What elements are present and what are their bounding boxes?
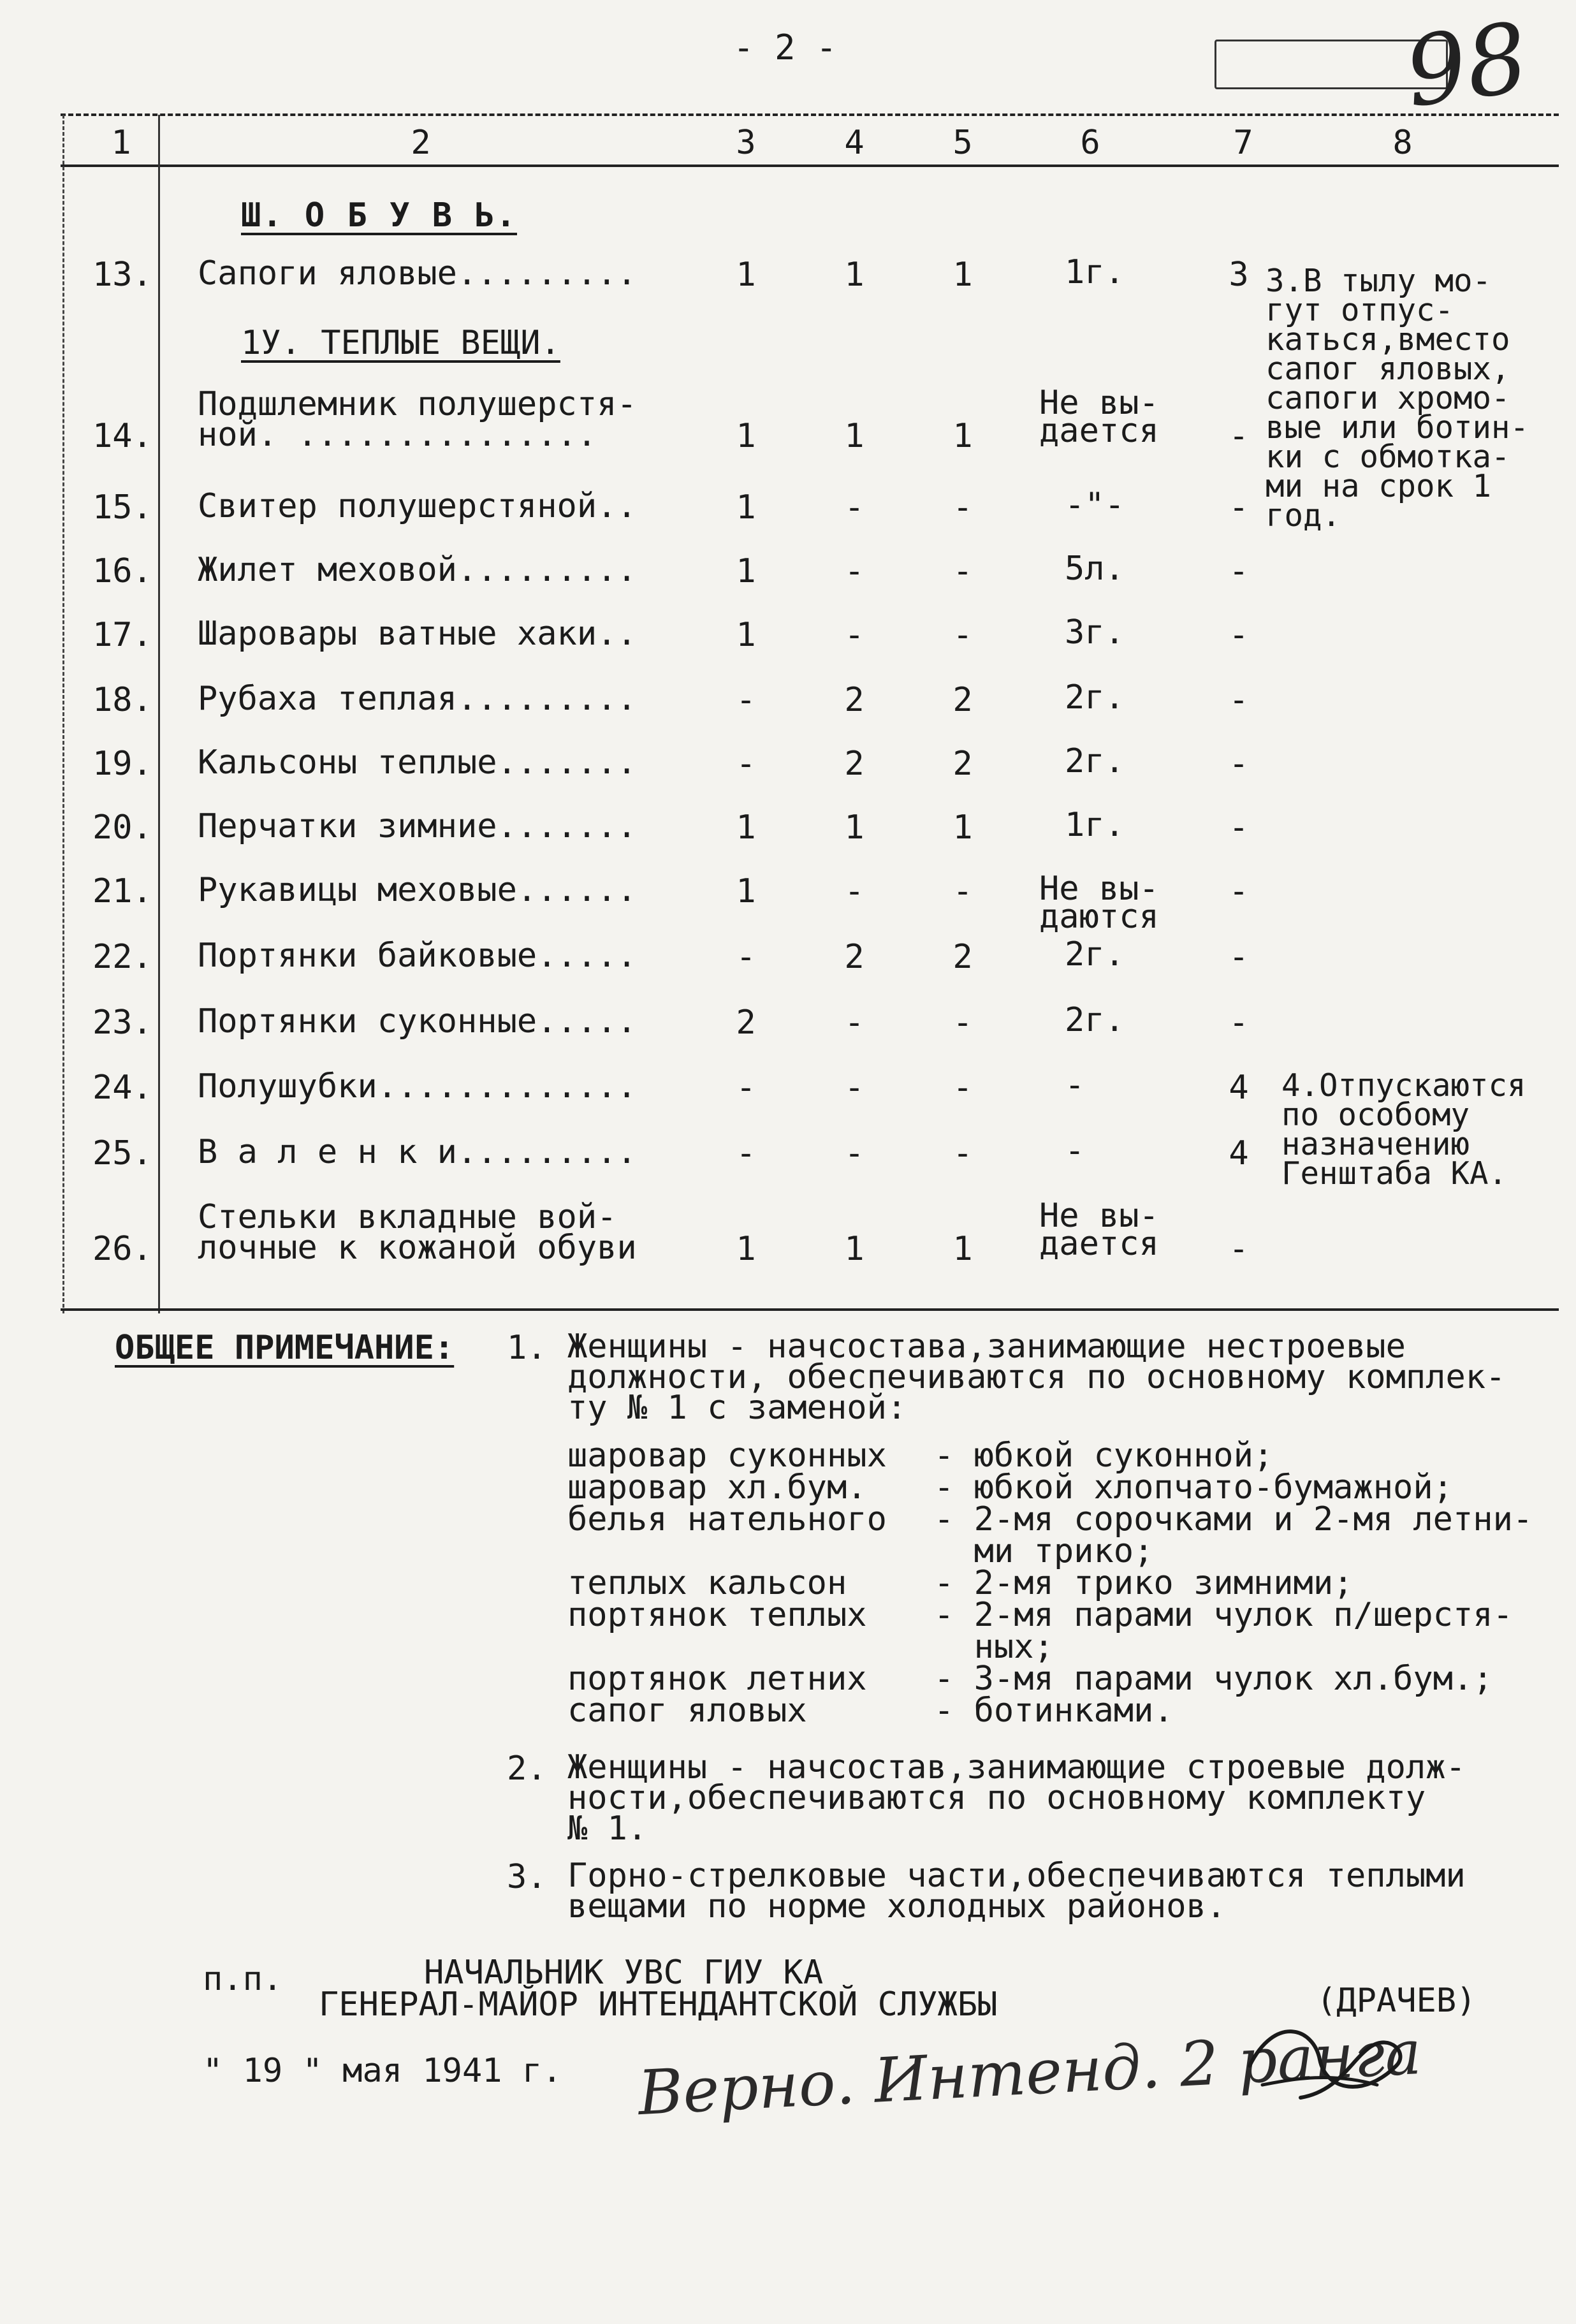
item-name: Жилет меховой......... [198,551,637,589]
item-name: Сапоги яловые......... [198,254,637,293]
quantity-c5: - [952,872,973,910]
quantity-c4: 1 [844,1230,865,1268]
wear-period: Не вы- дается [1039,1197,1159,1263]
wear-period: 2г. [1065,678,1125,717]
note-reference: 4 [1229,1134,1249,1173]
general-note-label: ОБЩЕЕ ПРИМЕЧАНИЕ: [115,1329,455,1367]
quantity-c3: 1 [736,256,756,294]
quantity-c5: - [952,616,973,654]
signature-pp: п.п. [203,1960,283,1998]
document-date: " 19 " мая 1941 г. [203,2052,562,2090]
item-name: Стельки вкладные вой- лочные к кожаной обуви [198,1198,637,1267]
note-reference: - [1229,417,1249,455]
quantity-c3: 1 [736,872,756,910]
quantity-c3: 1 [736,417,756,455]
quantity-c4: 2 [844,681,865,719]
column-rule [158,115,160,1313]
table-bottom-rule [61,1308,1559,1311]
row-number: 21. [92,872,152,910]
wear-period: Не вы- даются [1039,870,1159,936]
note-reference: - [1229,872,1249,910]
quantity-c5: - [952,1004,973,1042]
wear-period: 2г. [1065,742,1125,780]
folio-number: 98 [1398,2,1535,129]
row-number: 22. [92,938,152,976]
col-header-7: 7 [1233,124,1253,162]
item-name: Кальсоны теплые....... [198,743,637,782]
row-number: 20. [92,808,152,847]
row-number: 14. [92,417,152,455]
quantity-c3: 1 [736,808,756,847]
signatory-title-line2: ГЕНЕРАЛ-МАЙОР ИНТЕНДАНТСКОЙ СЛУЖБЫ [319,1985,998,2024]
general-note-item1-text: Женщины - начсостава,занимающие нестроевые должности, обеспечиваются по основному комплек- ту № 1 с заменой: [567,1327,1506,1427]
quantity-c4: 1 [844,808,865,847]
row-number: 15. [92,488,152,527]
note-reference: - [1229,745,1249,783]
quantity-c3: - [736,681,756,719]
quantity-c4: - [844,616,865,654]
wear-period: -"- [1065,486,1125,524]
general-note-item1-number: 1. [507,1329,547,1367]
section-heading-footwear: Ш. О Б У В Ь. [241,196,517,235]
wear-period: 1г. [1065,253,1125,291]
quantity-c5: 1 [952,417,973,455]
item-name: Шаровары ватные хаки.. [198,615,637,653]
wear-period: 2г. [1065,935,1125,974]
quantity-c4: 2 [844,938,865,976]
row-number: 19. [92,745,152,783]
quantity-c3: 1 [736,488,756,527]
section-heading-warm-items: 1У. ТЕПЛЫЕ ВЕЩИ. [241,324,560,362]
quantity-c5: 2 [952,938,973,976]
quantity-c4: 1 [844,256,865,294]
quantity-c3: - [736,745,756,783]
wear-period: 2г. [1065,1001,1125,1039]
quantity-c5: - [952,1134,973,1173]
general-note-item2-text: Женщины - начсостав,занимающие строевые долж- ности,обеспечиваются по основному комплекту № 1. [567,1748,1466,1848]
note-reference: - [1229,1004,1249,1042]
quantity-c3: 1 [736,1230,756,1268]
col-header-5: 5 [952,124,973,162]
header-bottom-rule [61,164,1559,167]
quantity-c5: - [952,1069,973,1107]
handwritten-certification: Верно. Интенд. 2 ранга [636,2016,1424,2130]
wear-period: 5л. [1065,550,1125,588]
item-name: В а л е н к и......... [198,1133,637,1171]
note-reference: 4 [1229,1069,1249,1107]
general-note-item3-text: Горно-стрелковые части,обеспечиваются теплыми вещами по норме холодных районов. [567,1857,1466,1926]
item-name: Портянки байковые..... [198,937,637,975]
quantity-c3: - [736,1069,756,1107]
quantity-c5: - [952,552,973,590]
quantity-c5: 2 [952,745,973,783]
quantity-c3: 1 [736,552,756,590]
signatory-title-line1: НАЧАЛЬНИК УВС ГИУ КА [424,1954,824,1992]
note-reference: - [1229,488,1249,527]
col-header-1: 1 [111,124,131,162]
replacement-values-list: - юбкой суконной; - юбкой хлопчато-бумажной; - 2-мя сорочками и 2-мя летни- ми трико; - 2-мя трико зимними; - 2-мя парами чулок п/шерстя- ных; - 3-мя парами чулок хл.бум.; - ботинками. [934,1436,1533,1730]
quantity-c4: - [844,552,865,590]
col-header-2: 2 [411,124,431,162]
note-reference: - [1229,938,1249,976]
row-number: 17. [92,616,152,654]
note-reference: - [1229,808,1249,847]
quantity-c4: 1 [844,417,865,455]
row-number: 16. [92,552,152,590]
signatory-name: (ДРАЧЕВ) [1317,1982,1477,2020]
row-number: 18. [92,681,152,719]
quantity-c4: - [844,1069,865,1107]
row-number: 25. [92,1134,152,1173]
quantity-c3: - [736,938,756,976]
quantity-c5: 1 [952,1230,973,1268]
wear-period: 1г. [1065,806,1125,844]
wear-period: Не вы- дается [1039,384,1159,450]
quantity-c5: - [952,488,973,527]
quantity-c3: - [736,1134,756,1173]
quantity-c5: 1 [952,256,973,294]
wear-period: 3г. [1065,613,1125,652]
note-reference: - [1229,552,1249,590]
replacement-items-list: шаровар суконных шаровар хл.бум. белья нательного теплых кальсон портянок теплых портянок летних сапог яловых [567,1436,887,1730]
row-number: 24. [92,1069,152,1107]
col-header-8: 8 [1392,124,1413,162]
note-4: 4.Отпускаются по особому назначению Генштаба КА. [1281,1067,1526,1192]
note-3: 3.В тылу мо- гут отпус- каться,вместо сапог яловых, сапоги хромо- вые или ботин- ки с обмотка- ми на срок 1 год. [1266,263,1529,534]
item-name: Подшлемник полушерстя- ной. ............... [198,385,637,454]
wear-period: - [1065,1066,1085,1104]
item-name: Рубаха теплая......... [198,680,637,718]
item-name: Свитер полушерстяной.. [198,487,637,525]
general-note-item2-number: 2. [507,1750,547,1788]
handwritten-signature-scribble [1224,1989,1415,2130]
quantity-c4: - [844,488,865,527]
row-number: 23. [92,1004,152,1042]
quantity-c3: 2 [736,1004,756,1042]
quantity-c3: 1 [736,616,756,654]
wear-period: - [1065,1132,1085,1170]
quantity-c4: 2 [844,745,865,783]
note-reference: - [1229,1230,1249,1268]
quantity-c4: - [844,872,865,910]
note-reference: - [1229,681,1249,719]
page-number: - 2 - [733,27,837,68]
row-number: 26. [92,1230,152,1268]
row-number: 13. [92,256,152,294]
quantity-c4: - [844,1134,865,1173]
header-top-rule [61,113,1559,116]
col-header-4: 4 [844,124,865,162]
item-name: Портянки суконные..... [198,1002,637,1041]
quantity-c5: 1 [952,808,973,847]
item-name: Рукавицы меховые...... [198,871,637,909]
left-margin-rule [62,115,64,1313]
quantity-c4: - [844,1004,865,1042]
item-name: Полушубки............. [198,1067,637,1106]
quantity-c5: 2 [952,681,973,719]
col-header-6: 6 [1080,124,1100,162]
item-name: Перчатки зимние....... [198,807,637,845]
note-reference: - [1229,616,1249,654]
col-header-3: 3 [736,124,756,162]
note-reference: 3 [1229,256,1249,294]
general-note-item3-number: 3. [507,1858,547,1896]
